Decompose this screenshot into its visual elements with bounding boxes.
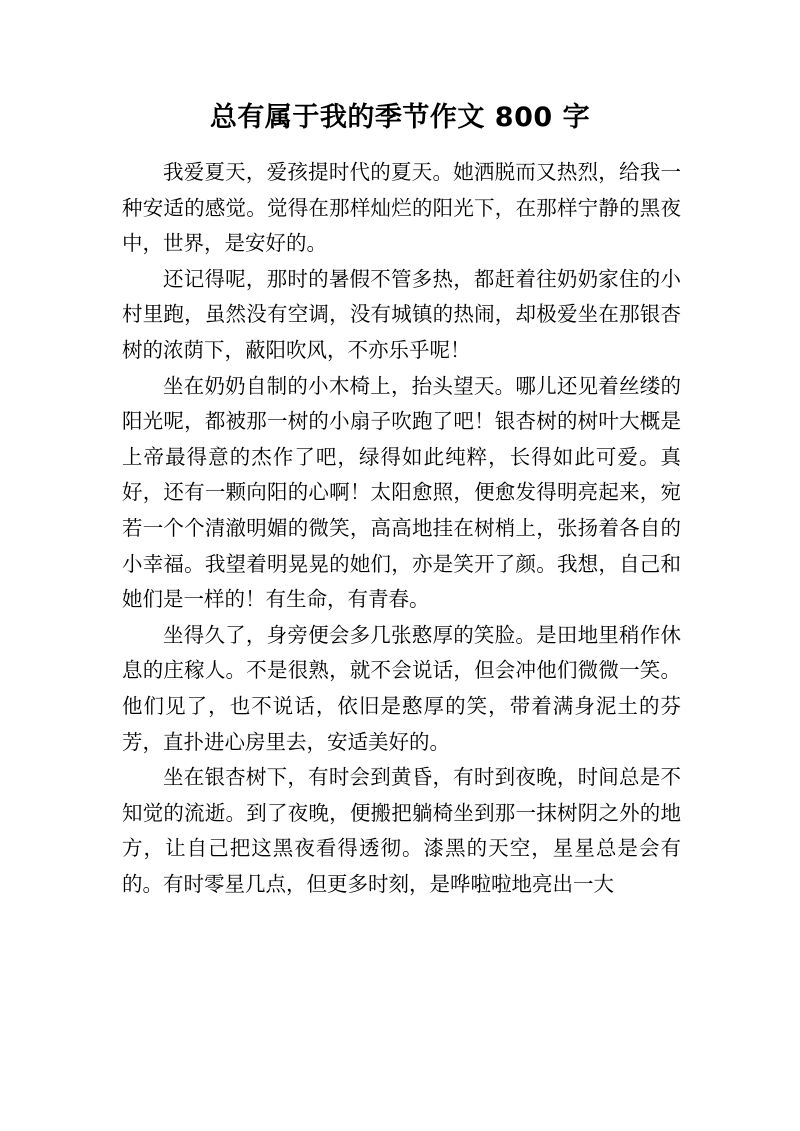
paragraph: 坐在银杏树下，有时会到黄昏，有时到夜晚，时间总是不知觉的流逝。到了夜晚，便搬把躺椅坐到那一抹树阴之外的地方，让自己把这黑夜看得透彻。漆黑的天空，星星总是会有的。有时零星几点，但更多时刻，是哗啦啦地亮出一大 [122, 765, 681, 896]
paragraph: 坐得久了，身旁便会多几张憨厚的笑脸。是田地里稍作休息的庄稼人。不是很熟，就不会说话，但会冲他们微微一笑。他们见了，也不说话，依旧是憨厚的笑，带着满身泥土的芬芳，直扑进心房里去，安适美好的。 [122, 622, 681, 754]
document-title: 总有属于我的季节作文 800 字 [209, 102, 591, 133]
document-body [122, 155, 681, 902]
paragraph: 还记得呢，那时的暑假不管多热，都赶着往奶奶家住的小村里跑，虽然没有空调，没有城镇的热闹，却极爱坐在那银杏树的浓荫下，蔽阳吹风，不亦乐乎呢！ [122, 266, 681, 362]
paragraph: 坐在奶奶自制的小木椅上，抬头望天。哪儿还见着丝缕的阳光呢，都被那一树的小扇子吹跑了吧！银杏树的树叶大概是上帝最得意的杰作了吧，绿得如此纯粹，长得如此可爱。真好，还有一颗向阳的心啊！太阳愈照，便愈发得明亮起来，宛若一个个清澈明媚的微笑，高高地挂在树梢上，张扬着各自的小幸福。我望着明晃晃的她们，亦是笑开了颜。我想，自己和她们是一样的！有生命，有青春。 [122, 373, 681, 612]
paragraph: 我爱夏天，爱孩提时代的夏天。她洒脱而又热烈，给我一种安适的感觉。觉得在那样灿烂的阳光下，在那样宁静的黑夜中，世界，是安好的。 [122, 160, 681, 256]
